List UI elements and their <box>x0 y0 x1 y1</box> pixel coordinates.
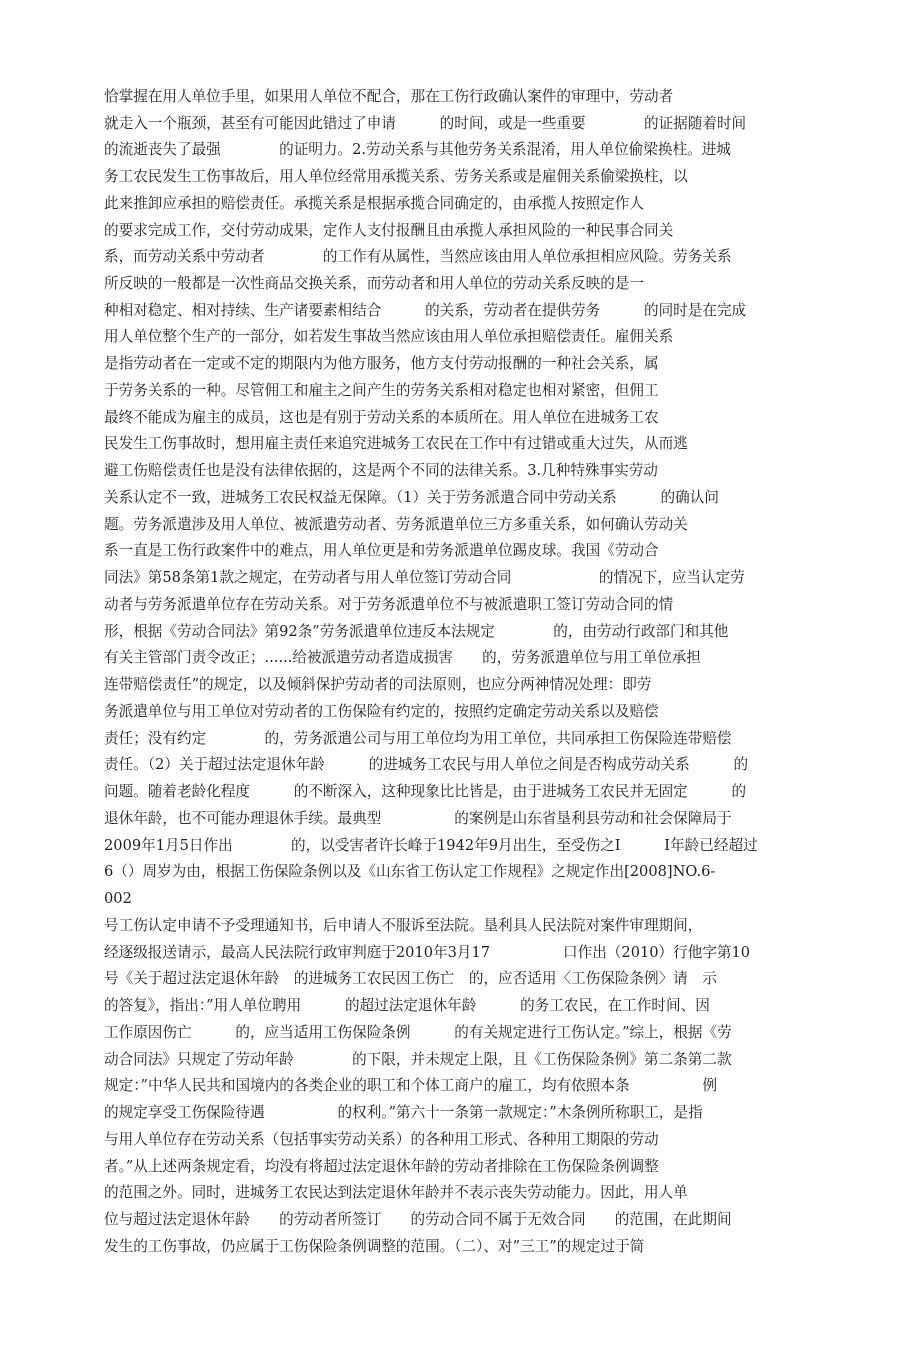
text-line: 动者与劳务派遣单位存在劳动关系。对于劳务派遣单位不与被派遣职工签订劳动合同的情 <box>104 596 674 613</box>
text-line: 就走入一个瓶颈，甚至有可能因此错过了申请 的时间，或是一些重要 的证据随着时间 <box>104 115 747 132</box>
text-line: 形，根据《劳动合同法》第92条”劳务派遣单位违反本法规定 的，由劳动行政部门和其他 <box>104 623 729 640</box>
text-line: 有关主管部门责令改正；......给被派遣劳动者造成损害 的，劳务派遣单位与用工单位承担 <box>104 649 701 666</box>
text-line: 务工农民发生工伤事故后，用人单位经常用承揽关系、劳务关系或是雇佣关系偷梁换柱，以 <box>104 168 688 185</box>
text-line: 系，而劳动关系中劳动者 的工作有从属性，当然应该由用人单位承担相应风险。劳务关系 <box>104 248 732 265</box>
text-line: 连带赔偿责任”的规定，以及倾斜保护劳动者的司法原则，也应分两神情况处理：即劳 <box>104 676 652 693</box>
text-line: 号工伤认定申请不予受理通知书，后申请人不服诉至法院。垦利具人民法院对案件审理期间， <box>104 917 703 934</box>
text-line: 责任。（2）关于超过法定退休年龄 的进城务工农民与用人单位之间是否构成劳动关系 的 <box>104 756 749 773</box>
text-line: 问题。随着老龄化程度 的不断深入，这种现象比比皆是，由于进城务工农民并无固定 的 <box>104 783 747 800</box>
text-line: 民发生工伤事故时，想用雇主责任来追究进城务工农民在工作中有过错或重大过失，从而逃 <box>104 435 688 452</box>
text-line: 6（）周岁为由，根据工伤保险条例以及《山东省工伤认定工作规程》之规定作出[2008]NO.6- <box>104 863 716 880</box>
text-line: 责任；没有约定 的，劳务派遣公司与用工单位均为用工单位，共同承担工伤保险连带赔偿 <box>104 730 732 747</box>
text-line: 务派遣单位与用工单位对劳动者的工伤保险有约定的，按照约定确定劳动关系以及赔偿 <box>104 703 659 720</box>
text-line: 发生的工伤事故，仍应属于工伤保险条例调整的范围。（二）、对”三工”的规定过于简 <box>104 1238 645 1255</box>
text-line: 关系认定不一致，进城务工农民权益无保障。（1）关于劳务派遣合同中劳动关系 的确认问 <box>104 489 719 506</box>
text-line: 工作原因伤亡 的，应当适用工伤保险条例 的有关规定进行工伤认定。”综上，根据《劳 <box>104 1024 732 1041</box>
text-line: 的答复》，指出：”用人单位聘用 的超过法定退休年龄 的务工农民，在工作时间、因 <box>104 997 710 1014</box>
text-line: 用人单位整个生产的一部分，如若发生事故当然应该由用人单位承担赔偿责任。雇佣关系 <box>104 328 674 345</box>
text-line: 的要求完成工作，交付劳动成果，定作人支付报酬且由承揽人承担风险的一种民事合同关 <box>104 222 674 239</box>
text-line: 位与超过法定退休年龄 的劳动者所签订 的劳动合同不属于无效合同 的范围，在此期间 <box>104 1211 732 1228</box>
text-line: 系一直是工伤行政案件中的难点，用人单位更是和劳务派遣单位踢皮球。我国《劳动合 <box>104 542 659 559</box>
text-line: 避工伤赔偿责任也是没有法律依据的，这是两个不同的法律关系。3.几种特殊事实劳动 <box>104 462 658 479</box>
text-line: 于劳务关系的一种。尽管佣工和雇主之间产生的劳务关系相对稳定也相对紧密，但佣工 <box>104 382 659 399</box>
text-line: 恰掌握在用人单位手里，如果用人单位不配合，那在工伤行政确认案件的审理中，劳动者 <box>104 88 674 105</box>
text-line: 所反映的一般都是一次性商品交换关系，而劳动者和用人单位的劳动关系反映的是一 <box>104 275 644 292</box>
text-line: 的规定享受工伤保险待遇 的权利。”第六十一条第一款规定：”木条例所称职工，是指 <box>104 1104 703 1121</box>
text-line: 此来推卸应承担的赔偿责任。承揽关系是根据承揽合同确定的，由承揽人按照定作人 <box>104 195 644 212</box>
text-line: 题。劳务派遣涉及用人单位、被派遣劳动者、劳务派遣单位三方多重关系，如何确认劳动关 <box>104 516 688 533</box>
text-line: 002 <box>104 890 132 907</box>
text-line: 与用人单位存在劳动关系（包括事实劳动关系）的各种用工形式、各种用工期限的劳动 <box>104 1131 659 1148</box>
text-line: 经逐级报送请示，最高人民法院行政审判庭于2010年3月17 口作出（2010）行他字第10 <box>104 944 751 961</box>
text-line: 号《关于超过法定退休年龄 的进城务工农民因工伤亡 的，应否适用〈工伤保险条例〉请 示 <box>104 970 717 987</box>
text-line: 2009年1月5日作出 的，以受害者许长峰于1942年9月出生，至受伤之I I年龄已经超过 <box>104 837 758 854</box>
text-line: 者。”从上述两条规定看，均没有将超过法定退休年龄的劳动者排除在工伤保险条例调整 <box>104 1158 659 1175</box>
text-line: 退休年龄，也不可能办理退休手续。最典型 的案例是山东省垦利县劳动和社会保障局于 <box>104 810 732 827</box>
text-line: 是指劳动者在一定或不定的期限内为他方服务，他方支付劳动报酬的一种社会关系，属 <box>104 355 659 372</box>
text-line: 最终不能成为雇主的成员，这也是有别于劳动关系的本质所在。用人单位在进城务工农 <box>104 409 659 426</box>
text-line: 的流逝丧失了最强 的证明力。2.劳动关系与其他劳务关系混淆，用人单位偷梁换柱。进城 <box>104 141 731 158</box>
text-line: 动合同法》只规定了劳动年龄 的下限，并未规定上限，且《工伤保险条例》第二条第二款 <box>104 1051 732 1068</box>
text-line: 规定：”中华人民共和国境内的各类企业的职工和个体工商户的雇工，均有依照本条 例 <box>104 1077 718 1094</box>
text-line: 种相对稳定、相对持续、生产诸要素相结合 的关系，劳动者在提供劳务 的同时是在完成 <box>104 302 747 319</box>
text-line: 的范围之外。同时，进城务工农民达到法定退休年龄并不表示丧失劳动能力。因此，用人单 <box>104 1184 688 1201</box>
text-line: 同法》第58条第1款之规定，在劳动者与用人单位签订劳动合同 的情况下，应当认定劳 <box>104 569 745 586</box>
